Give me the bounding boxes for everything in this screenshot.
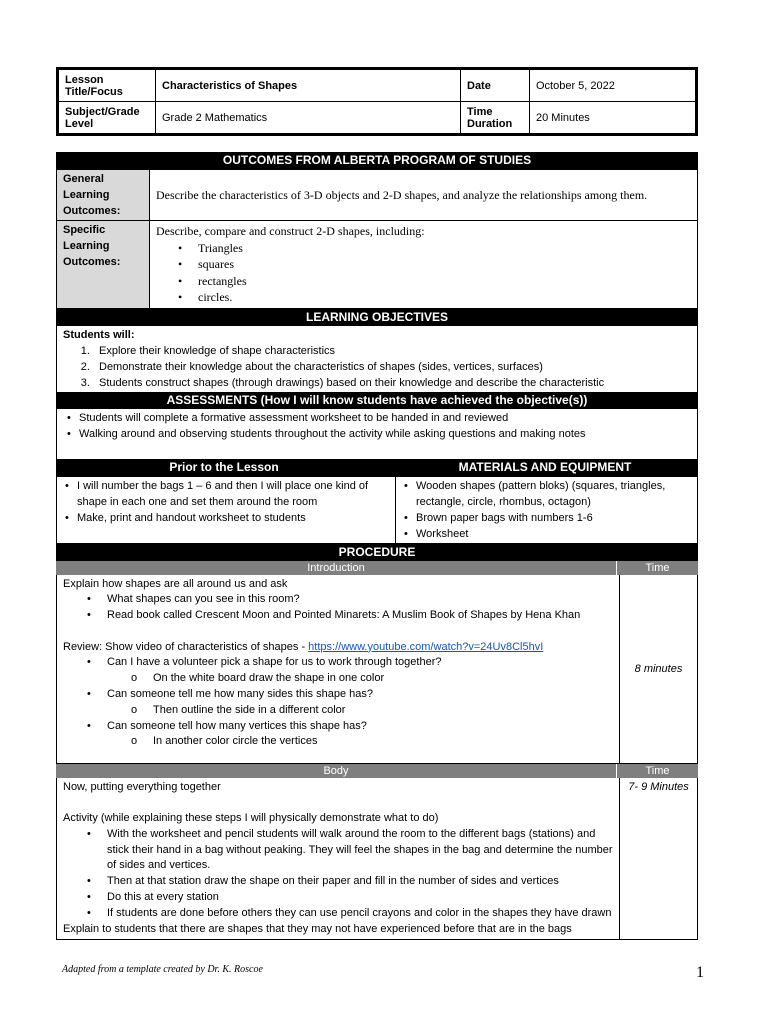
specific-outcomes-label: Specific Learning Outcomes: <box>57 221 150 309</box>
assessment-item: • Students will complete a formative assessment worksheet to be handed in and reviewed <box>65 410 691 426</box>
video-link[interactable]: https://www.youtube.com/watch?v=24Uv8Cl5hvI <box>308 640 544 653</box>
body-header: Body <box>56 764 617 778</box>
introduction-section <box>56 575 698 764</box>
specific-outcome-item: • squares <box>178 256 691 273</box>
objectives-block <box>56 326 698 392</box>
objectives-title: LEARNING OBJECTIVES <box>56 309 698 326</box>
specific-outcomes-intro: Describe, compare and construct 2-D shapes, including: <box>156 224 425 238</box>
body-bullet: Then at that station draw the shape on their paper and fill in the number of sides and vertices <box>107 875 559 888</box>
body-bullet: If students are done before others they can use pencil crayons and color in the shapes they have drawn <box>107 906 612 919</box>
prior-item: • I will number the bags 1 – 6 and then I will place one kind of shape in each one and set them around the room <box>63 478 391 510</box>
outcomes-title: OUTCOMES FROM ALBERTA PROGRAM OF STUDIES <box>56 152 698 169</box>
material-item: • Brown paper bags with numbers 1-6 <box>402 510 693 526</box>
body-content: Now, putting everything together Activity (while explaining these steps I will physically demonstrate what to do) • With the worksheet and pencil students will walk around the room to the different bags (stations) and stick their hand in a bag without peaking. They will feel the shapes in the bag and determine the number of sides and vertices. • Then at that station draw the shape on their paper and fill in the number of sides and vertices • Do this at every station • If students are done before others they can use pencil crayons and color in the shapes they have drawn Explain to students that there are shapes that they may not have experienced before that are in the bags <box>57 778 620 940</box>
introduction-header: Introduction <box>56 561 617 575</box>
footer-credit: Adapted from a template created by Dr. K. Roscoe <box>62 964 263 975</box>
date-value: October 5, 2022 <box>530 69 697 102</box>
general-outcomes-text: Describe the characteristics of 3-D objects and 2-D shapes, and analyze the relationships among them. <box>150 170 698 221</box>
page-number: 1 <box>696 964 704 981</box>
intro-sub-bullet: On the white board draw the shape in one color <box>153 672 385 685</box>
materials-list <box>396 477 697 543</box>
intro-bullet: What shapes can you see in this room? <box>107 593 300 606</box>
intro-sub-bullet: Then outline the side in a different color <box>153 703 346 716</box>
body-time: 7- 9 Minutes <box>628 780 689 793</box>
procedure-title: PROCEDURE <box>56 544 698 561</box>
objective-item: 1. Explore their knowledge of shape characteristics <box>93 343 691 359</box>
intro-bullet: Read book called Crescent Moon and Pointed Minarets: A Muslim Book of Shapes by Hena Khan <box>107 609 581 622</box>
body-header-row <box>56 764 698 778</box>
objective-item: 2. Demonstrate their knowledge about the characteristics of shapes (sides, vertices, surfaces) <box>93 359 691 375</box>
specific-outcome-item: • circles. <box>178 289 691 306</box>
body-bullet: With the worksheet and pencil students will walk around the room to the different bags (stations) and stick their hand in a bag without peaking. They will feel the shapes in the bag and determine the number of sides and vertices. <box>107 827 613 872</box>
material-item: • Worksheet <box>402 526 693 542</box>
specific-outcomes-cell <box>150 221 698 309</box>
specific-outcome-item: • rectangles <box>178 273 691 290</box>
introduction-header-row <box>56 561 698 575</box>
introduction-content: Explain how shapes are all around us and ask • What shapes can you see in this room? • Read book called Crescent Moon and Pointed Minarets: A Muslim Book of Shapes by Hena Khan Review: Show video of characteristics of shapes - https://www.youtube.com/watch?v=24Uv8Cl5hvI • Can I have a volunteer pick a shape for us to work through together? o On the white board draw the shape in one color • Can someone tell me how many sides this shape has? o Then outline the side in a different color • Can someone tell how many vertices this shape has? o In another color circle the vertices <box>57 575 620 763</box>
assessments-title: ASSESSMENTS (How I will know students have achieved the objective(s)) <box>56 392 698 409</box>
outcomes-table <box>56 169 698 309</box>
intro-bullet: Can I have a volunteer pick a shape for us to work through together? <box>107 656 442 669</box>
intro-line: Explain how shapes are all around us and ask <box>63 577 288 590</box>
body-section <box>56 778 698 941</box>
assessments-block <box>56 409 698 459</box>
time-duration-label: Time Duration <box>461 102 530 135</box>
material-item: • Wooden shapes (pattern bloks) (squares, triangles, rectangle, circle, rhombus, octagon) <box>402 478 693 510</box>
body-line: Now, putting everything together <box>63 780 221 793</box>
time-header: Time <box>617 764 698 778</box>
lesson-title-value: Characteristics of Shapes <box>156 69 461 102</box>
specific-outcome-item: • Triangles <box>178 240 691 257</box>
prior-title: Prior to the Lesson <box>56 459 392 476</box>
prior-materials-body <box>56 476 698 544</box>
prior-materials-header <box>56 459 698 476</box>
date-label: Date <box>461 69 530 102</box>
body-line: Explain to students that there are shapes that they may not have experienced before that are in the bags <box>63 922 572 935</box>
time-header: Time <box>617 561 698 575</box>
intro-bullet: Can someone tell how many vertices this shape has? <box>107 719 367 732</box>
subject-value: Grade 2 Mathematics <box>156 102 461 135</box>
review-line: Review: Show video of characteristics of shapes - https://www.youtube.com/watch?v=24Uv8Cl5hvI <box>63 640 544 653</box>
subject-label: Subject/Grade Level <box>58 102 156 135</box>
introduction-time: 8 minutes <box>634 662 683 675</box>
body-bullet: Do this at every station <box>107 891 219 904</box>
prior-item: • Make, print and handout worksheet to students <box>63 510 391 526</box>
intro-sub-bullet: In another color circle the vertices <box>153 735 318 748</box>
lesson-plan-page <box>56 67 698 940</box>
body-line: Activity (while explaining these steps I will physically demonstrate what to do) <box>63 812 439 825</box>
objectives-intro: Students will: <box>63 328 135 341</box>
time-duration-value: 20 Minutes <box>530 102 697 135</box>
materials-title: MATERIALS AND EQUIPMENT <box>392 459 698 476</box>
objective-item: 3. Students construct shapes (through drawings) based on their knowledge and describe the characteristic <box>93 375 691 391</box>
lesson-title-label: Lesson Title/Focus <box>58 69 156 102</box>
intro-bullet: Can someone tell me how many sides this shape has? <box>107 688 373 701</box>
general-outcomes-label: General Learning Outcomes: <box>57 170 150 221</box>
lesson-header-table <box>56 67 698 136</box>
assessment-item: • Walking around and observing students throughout the activity while asking questions and making notes <box>65 426 691 442</box>
prior-list <box>57 477 396 543</box>
